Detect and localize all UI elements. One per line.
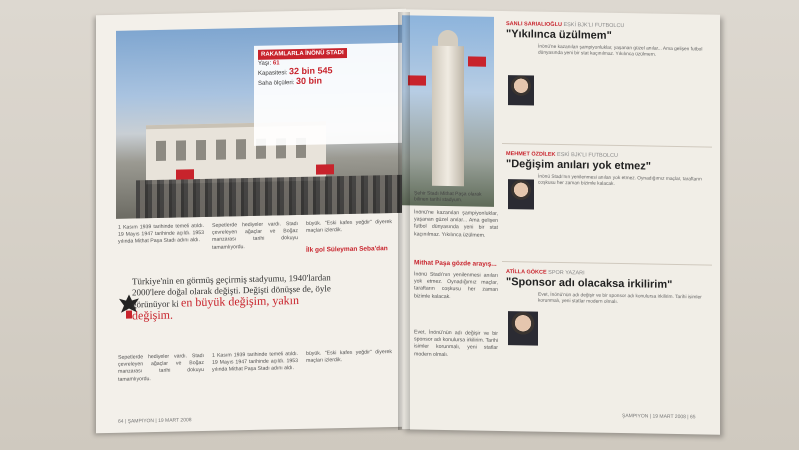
body-column-4: Sepetlerde hediyeler vardı. Stadı çevreleyen ağaçlar ve Boğaz manzarası tarihi dokuyu tamamlıyordu. [118,352,204,383]
magazine-spine [398,12,410,430]
flag-icon [316,164,334,174]
page-folio: 64 | ŞAMPIYON | 19 MART 2008 [118,417,192,425]
pull-quote-text: Türkiye'nin en görmüş geçirmiş stadyumu, 1940'lardan 2000'lere doğal olarak değişti. Değişti dönüşse de, öyle görünüyor ki [132,272,331,310]
infobox-label: Kapasitesi: [258,70,288,77]
section-subhead: İlk gol Süleyman Seba'dan [306,245,388,254]
interview-section-1 [506,21,712,60]
flag-icon [176,169,194,179]
interviewee-name: MEHMET ÖZDİLEK [506,151,556,158]
interview-body: İnönü'ne kazanılan şampiyonluklar, yaşanan güzel anılar... Ama gelişen futbol dünyasında yeni bir stat kaçınılmaz. Yıkılınca üzülmem. [538,44,703,58]
interviewee-name: SANLI SARIALIOĞLU [506,21,562,29]
photo-caption: Şehir Stadı Mithat Paşa olarak bilinen tarihi stadyum. [414,190,482,204]
clock-tower-photo [402,15,494,207]
body-column-7: İnönü'ne kazanılan şampiyonluklar, yaşanan güzel anılar... Ama gelişen futbol dünyasında yeni bir stat kaçınılmaz. Yıkılınca üzülmem. [414,209,498,239]
infobox-value: 32 bin 545 [289,65,333,77]
body-column-8: İnönü Stadı'nın yenilenmesi anıları yok etmez. Oynadığımız maçlar, taraftarın coşkusu her zaman bizimle kalacak. [414,271,498,300]
infobox-label: Saha ölçüleri: [258,80,295,87]
infobox-header: RAKAMLARLA İNÖNÜ STADI [258,48,347,60]
body-column-1: 1 Kasım 1939 tarihinde temeli atıldı. 19 Mayıs 1947 tarihinde açıldı. 1953 yılında Mithat Paşa Stadı adını aldı. [118,222,204,246]
portrait-photo [508,311,538,346]
crowd [136,174,406,218]
divider [502,261,712,266]
body-column-2: Sepetlerde hediyeler vardı. Stadı çevreleyen ağaçlar ve Boğaz manzarası tarihi dokuyu tamamlıyordu. [212,221,298,251]
portrait-photo [508,75,534,105]
interviewee-role: ESKİ BJK'LI FUTBOLCU [563,22,625,30]
interview-body: Evet, İnönü'nün adı değişir ve bir sponsor adı konulursa irkilirim. Tarihi isimler korunmalı, yeni statlar modern olmalı. [538,292,702,306]
infobox-label: Yaşı: [258,60,272,67]
interview-section-3 [506,269,712,308]
stats-infobox [254,43,406,146]
infobox-value: 30 bin [296,75,323,87]
body-column-9: Evet, İnönü'nün adı değişir ve bir sponsor adı konulursa irkilirim. Tarihi isimler korunmalı, yeni statlar modern olmalı. [414,329,498,358]
interview-section-2 [506,151,712,190]
interview-headline: "Yıkılınca üzülmem" [506,28,612,42]
page-folio: ŞAMPIYON | 19 MART 2008 | 65 [622,413,696,421]
flag-icon [468,56,486,66]
pull-quote-highlight: en büyük değişim, yakın değişim. [132,292,299,323]
body-column-6: büyük. "Eski kafes yeğdir" diyerek maçları izlerdik. [306,349,392,365]
magazine-right-page [402,9,720,435]
clock-tower [432,46,464,187]
magazine-left-page [96,9,406,433]
section-subhead: Mithat Paşa gözde arayış... [414,259,497,268]
infobox-value: 61 [272,60,280,67]
body-column-5: 1 Kasım 1939 tarihinde temeli atıldı. 19 Mayıs 1947 tarihinde açıldı. 1953 yılında Mithat Paşa Stadı adını aldı. [212,351,298,374]
interview-body: İnönü Stadı'nın yenilenmesi anıları yok etmez. Oynadığımız maçlar, taraftarın coşkusu her zaman bizimle kalacak. [538,174,702,188]
body-column-3: büyük. "Eski kafes yeğdir" diyerek maçları izlerdik. [306,219,392,235]
interviewee-role: SPOR YAZARI [548,269,585,277]
portrait-photo [508,179,534,209]
flag-icon [408,75,426,85]
pull-quote [132,272,332,322]
interview-headline: "Sponsor adı olacaksa irkilirim" [506,276,673,291]
divider [502,143,712,148]
interviewee-name: ATİLLA GÖKCE [506,269,547,276]
stadium-photo [116,25,406,219]
interviewee-role: ESKİ BJK'LI FUTBOLCU [557,151,618,159]
interview-headline: "Değişim anıları yok etmez" [506,158,651,173]
